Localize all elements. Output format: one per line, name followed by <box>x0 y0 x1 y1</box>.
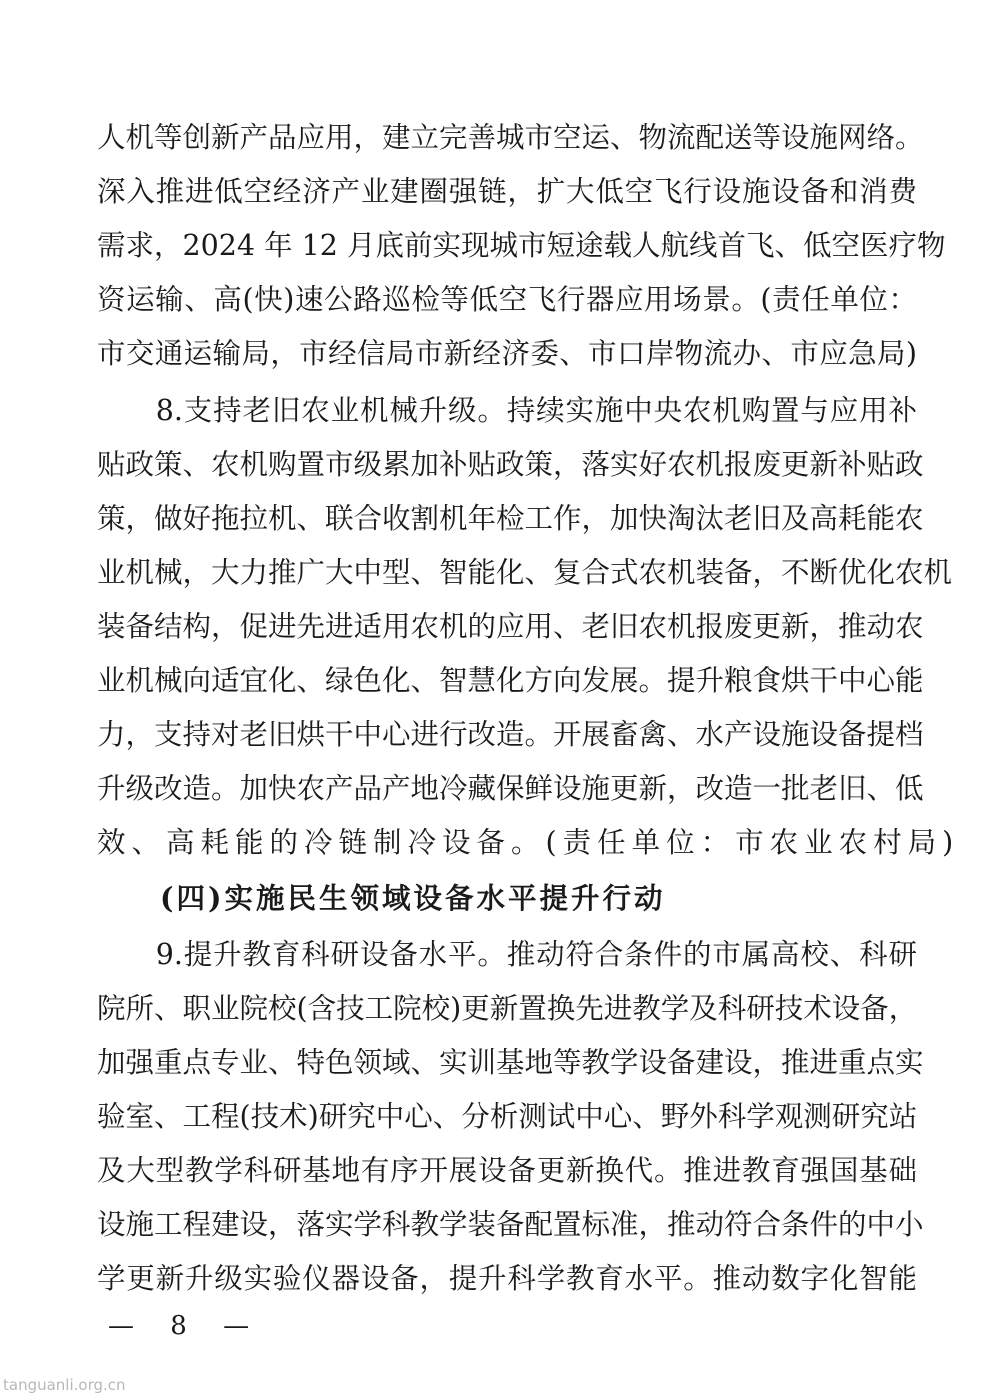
text-line: 市交通运输局，市经信局市新经济委、市口岸物流办、市应急局) <box>97 337 917 370</box>
text-line: 8.支持老旧农业机械升级。持续实施中央农机购置与应用补 <box>97 394 917 427</box>
text-line: 院所、职业院校(含技工院校)更新置换先进教学及科研技术设备， <box>97 992 918 1025</box>
text-line: 深入推进低空经济产业建圈强链，扩大低空飞行设施设备和消费 <box>97 175 917 208</box>
text-line: 策，做好拖拉机、联合收割机年检工作，加快淘汰老旧及高耗能农 <box>97 502 924 535</box>
watermark-text: tanguanli.org.cn <box>3 1376 126 1394</box>
section-heading: (四)实施民生领域设备水平提升行动 <box>97 881 666 915</box>
text-line: 验室、工程(技术)研究中心、分析测试中心、野外科学观测研究站 <box>97 1100 918 1133</box>
text-line: 9.提升教育科研设备水平。推动符合条件的市属高校、科研 <box>97 938 917 971</box>
text-line: 效、高耗能的冷链制冷设备。(责任单位：市农业农村局) <box>97 826 960 859</box>
text-line: 装备结构，促进先进适用农机的应用、老旧农机报废更新，推动农 <box>97 610 924 643</box>
text-line: 贴政策、农机购置市级累加补贴政策，落实好农机报废更新补贴政 <box>97 448 924 481</box>
text-line: 力，支持对老旧烘干中心进行改造。开展畜禽、水产设施设备提档 <box>97 718 924 751</box>
text-line: 资运输、高(快)速公路巡检等低空飞行器应用场景。(责任单位： <box>97 283 917 316</box>
text-line: 业机械向适宜化、绿色化、智慧化方向发展。提升粮食烘干中心能 <box>97 664 924 697</box>
text-line: 学更新升级实验仪器设备，提升科学教育水平。推动数字化智能 <box>97 1262 917 1295</box>
text-line: 人机等创新产品应用，建立完善城市空运、物流配送等设施网络。 <box>97 121 924 154</box>
text-line: 及大型教学科研基地有序开展设备更新换代。推进教育强国基础 <box>97 1154 917 1187</box>
text-line: 业机械，大力推广大中型、智能化、复合式农机装备，不断优化农机 <box>97 556 953 589</box>
text-line: 需求，2024 年 12 月底前实现城市短途载人航线首飞、低空医疗物 <box>97 229 946 262</box>
text-line: 设施工程建设，落实学科教学装备配置标准，推动符合条件的中小 <box>97 1208 924 1241</box>
page-number: — 8 — <box>108 1311 264 1341</box>
text-line: 加强重点专业、特色领域、实训基地等教学设备建设，推进重点实 <box>97 1046 924 1079</box>
text-line: 升级改造。加快农产品产地冷藏保鲜设施更新，改造一批老旧、低 <box>97 772 924 805</box>
